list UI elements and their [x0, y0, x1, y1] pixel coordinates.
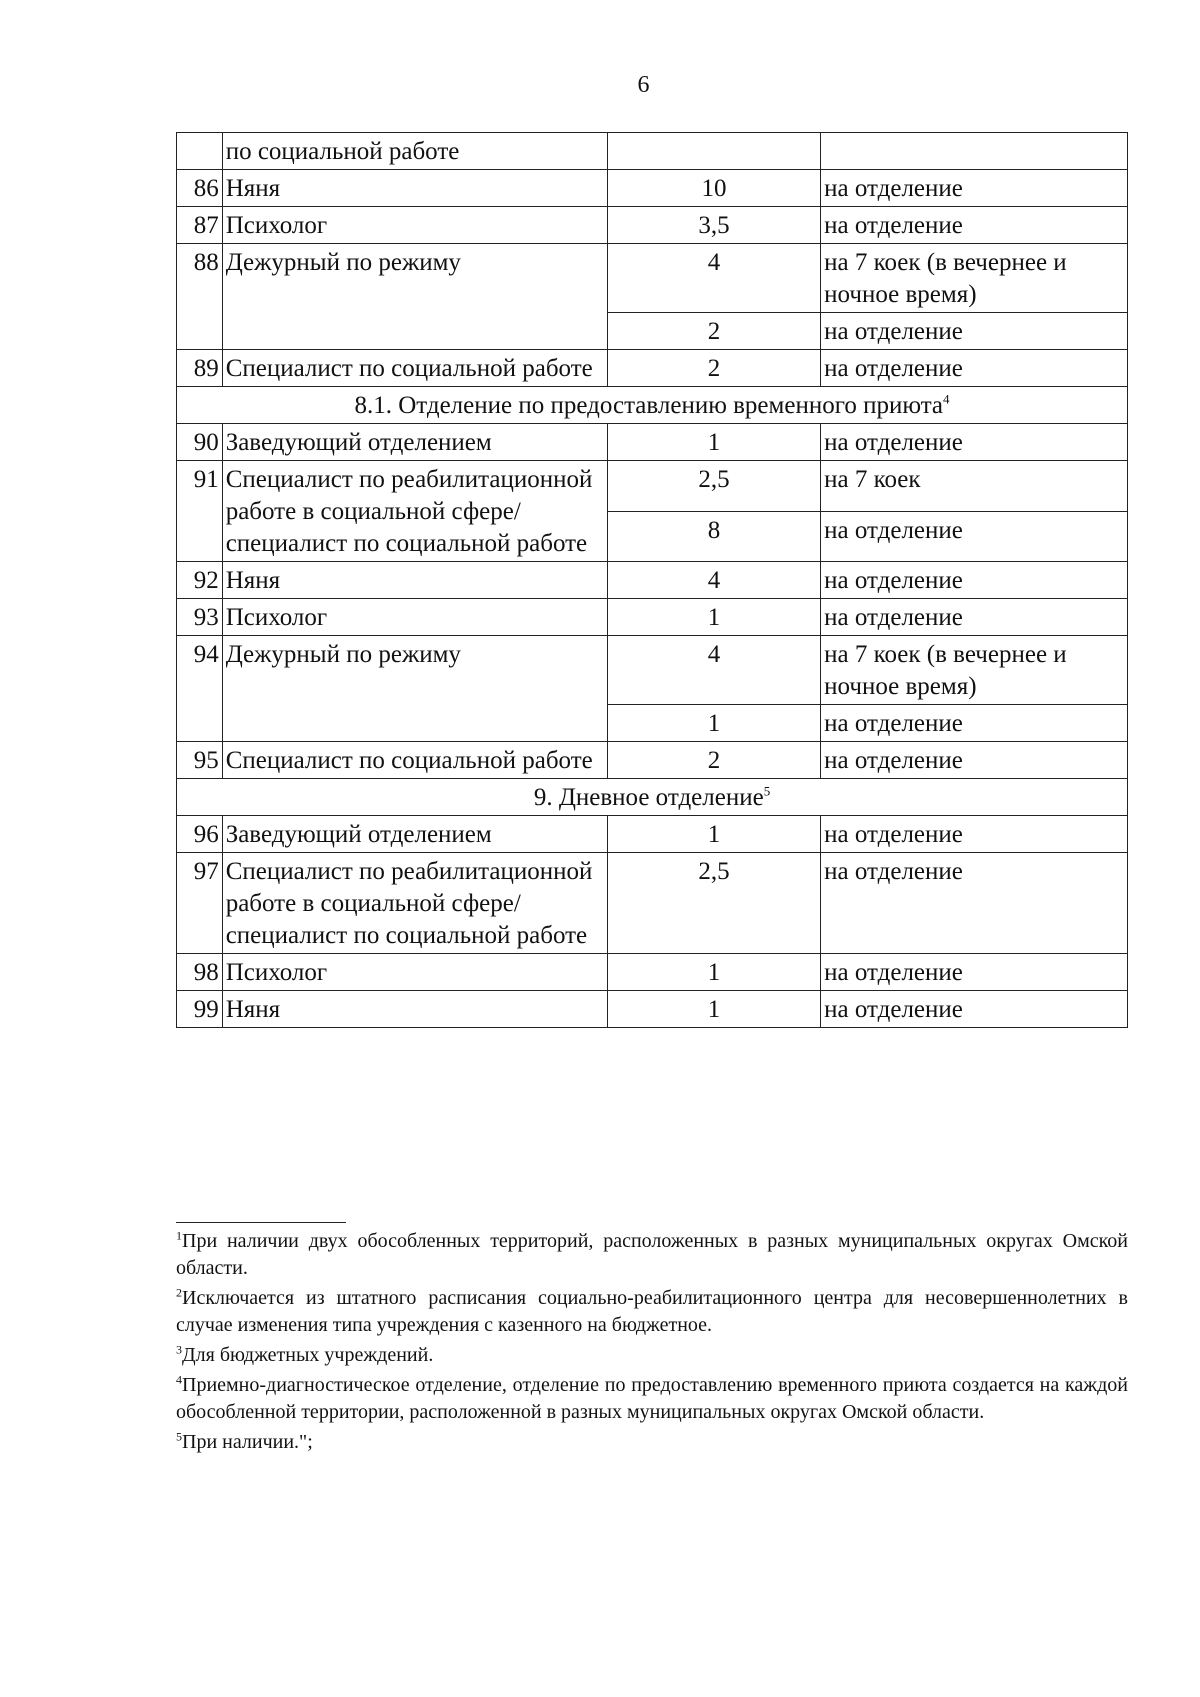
- footnote: [176, 1342, 1128, 1369]
- footnote-separator: [176, 1222, 346, 1223]
- position-title-cell: Специалист по реабилитационной работе в социальной сфере/специалист по социальной работе: [222, 853, 607, 954]
- table-row: [177, 636, 1128, 705]
- footnote-mark: 1: [176, 1228, 182, 1243]
- table-row: [177, 461, 1128, 512]
- position-title-cell: Психолог: [222, 954, 607, 991]
- norm-unit-cell: на 7 коек (в вечернее и ночное время): [821, 636, 1128, 705]
- norm-unit-cell: на отделение: [821, 816, 1128, 853]
- footnote: [176, 1228, 1128, 1282]
- section-heading-cell: [177, 387, 1128, 424]
- row-number-cell: [177, 133, 223, 170]
- section-heading-row: [177, 387, 1128, 424]
- row-number-cell: 90: [177, 424, 223, 461]
- table-row: [177, 244, 1128, 313]
- row-number-cell: 96: [177, 816, 223, 853]
- staff-amount-cell: 1: [607, 816, 820, 853]
- table-row: [177, 562, 1128, 599]
- section-heading-row: [177, 779, 1128, 816]
- row-number-cell: 91: [177, 461, 223, 562]
- staff-amount-cell: 2: [607, 313, 820, 350]
- position-title-cell: Няня: [222, 170, 607, 207]
- staff-amount-cell: 1: [607, 424, 820, 461]
- position-title-cell: Няня: [222, 562, 607, 599]
- table-row: [177, 350, 1128, 387]
- position-title-cell: Специалист по социальной работе: [222, 742, 607, 779]
- row-number-cell: 86: [177, 170, 223, 207]
- row-number-cell: 95: [177, 742, 223, 779]
- staffing-table-body: [177, 133, 1128, 1028]
- footnote-mark: 3: [176, 1342, 182, 1357]
- position-title-cell: Дежурный по режиму: [222, 244, 607, 350]
- footnote-text: При наличии.";: [182, 1431, 313, 1453]
- staff-amount-cell: 2: [607, 350, 820, 387]
- norm-unit-cell: на отделение: [821, 991, 1128, 1028]
- staff-amount-cell: 3,5: [607, 207, 820, 244]
- row-number-cell: 88: [177, 244, 223, 350]
- staff-amount-cell: 4: [607, 636, 820, 705]
- norm-unit-cell: на отделение: [821, 599, 1128, 636]
- footnote: [176, 1285, 1128, 1339]
- table-row: [177, 991, 1128, 1028]
- row-number-cell: 89: [177, 350, 223, 387]
- table-row: [177, 133, 1128, 170]
- position-title-cell: Заведующий отделением: [222, 816, 607, 853]
- row-number-cell: 99: [177, 991, 223, 1028]
- footnote-text: Исключается из штатного расписания социально-реабилитационного центра для несовершеннолетних в случае изменения типа учреждения с казенного на бюджетное.: [176, 1287, 1128, 1336]
- norm-unit-cell: на отделение: [821, 853, 1128, 954]
- section-heading-footnote-mark: 5: [763, 783, 771, 799]
- norm-unit-cell: на отделение: [821, 954, 1128, 991]
- staff-amount-cell: [607, 133, 820, 170]
- table-row: [177, 207, 1128, 244]
- footnote-mark: 5: [176, 1429, 182, 1444]
- position-title-cell: по социальной работе: [222, 133, 607, 170]
- staff-amount-cell: 4: [607, 562, 820, 599]
- staff-amount-cell: 8: [607, 511, 820, 562]
- footnote-text: Для бюджетных учреждений.: [182, 1344, 434, 1366]
- row-number-cell: 98: [177, 954, 223, 991]
- footnote: [176, 1372, 1128, 1426]
- norm-unit-cell: на 7 коек: [821, 461, 1128, 512]
- norm-unit-cell: на отделение: [821, 742, 1128, 779]
- table-row: [177, 816, 1128, 853]
- table-row: [177, 599, 1128, 636]
- staff-amount-cell: 4: [607, 244, 820, 313]
- staff-amount-cell: 2: [607, 742, 820, 779]
- row-number-cell: 92: [177, 562, 223, 599]
- norm-unit-cell: на отделение: [821, 207, 1128, 244]
- section-heading-title: 9. Дневное отделение: [533, 784, 764, 811]
- table-row: [177, 853, 1128, 954]
- norm-unit-cell: на отделение: [821, 424, 1128, 461]
- staff-amount-cell: 1: [607, 599, 820, 636]
- staff-amount-cell: 2,5: [607, 461, 820, 512]
- norm-unit-cell: на отделение: [821, 562, 1128, 599]
- norm-unit-cell: на отделение: [821, 511, 1128, 562]
- norm-unit-cell: [821, 133, 1128, 170]
- row-number-cell: 93: [177, 599, 223, 636]
- table-row: [177, 954, 1128, 991]
- staffing-table: [176, 132, 1128, 1028]
- position-title-cell: Няня: [222, 991, 607, 1028]
- norm-unit-cell: на отделение: [821, 170, 1128, 207]
- footnote-mark: 2: [176, 1285, 182, 1300]
- table-row: [177, 424, 1128, 461]
- position-title-cell: Дежурный по режиму: [222, 636, 607, 742]
- position-title-cell: Психолог: [222, 599, 607, 636]
- row-number-cell: 87: [177, 207, 223, 244]
- section-heading-title: 8.1. Отделение по предоставлению временного приюта: [354, 392, 944, 419]
- norm-unit-cell: на 7 коек (в вечернее и ночное время): [821, 244, 1128, 313]
- staff-amount-cell: 1: [607, 954, 820, 991]
- table-row: [177, 170, 1128, 207]
- norm-unit-cell: на отделение: [821, 705, 1128, 742]
- footnotes: [176, 1228, 1128, 1459]
- footnote-text: При наличии двух обособленных территорий, расположенных в разных муниципальных округах Омской области.: [176, 1230, 1128, 1279]
- footnote-text: Приемно-диагностическое отделение, отделение по предоставлению временного приюта создается на каждой обособленной территории, расположенной в разных муниципальных округах Омской области.: [176, 1374, 1128, 1423]
- section-heading-footnote-mark: 4: [943, 391, 950, 407]
- footnote: [176, 1429, 1128, 1456]
- norm-unit-cell: на отделение: [821, 350, 1128, 387]
- position-title-cell: Психолог: [222, 207, 607, 244]
- position-title-cell: Специалист по реабилитационной работе в социальной сфере/специалист по социальной работе: [222, 461, 607, 562]
- position-title-cell: Заведующий отделением: [222, 424, 607, 461]
- page-number: 6: [637, 72, 650, 98]
- row-number-cell: 94: [177, 636, 223, 742]
- section-heading-cell: [177, 779, 1128, 816]
- position-title-cell: Специалист по социальной работе: [222, 350, 607, 387]
- staff-amount-cell: 1: [607, 705, 820, 742]
- table-row: [177, 742, 1128, 779]
- staff-amount-cell: 1: [607, 991, 820, 1028]
- staff-amount-cell: 10: [607, 170, 820, 207]
- staff-amount-cell: 2,5: [607, 853, 820, 954]
- norm-unit-cell: на отделение: [821, 313, 1128, 350]
- footnote-mark: 4: [176, 1372, 182, 1387]
- row-number-cell: 97: [177, 853, 223, 954]
